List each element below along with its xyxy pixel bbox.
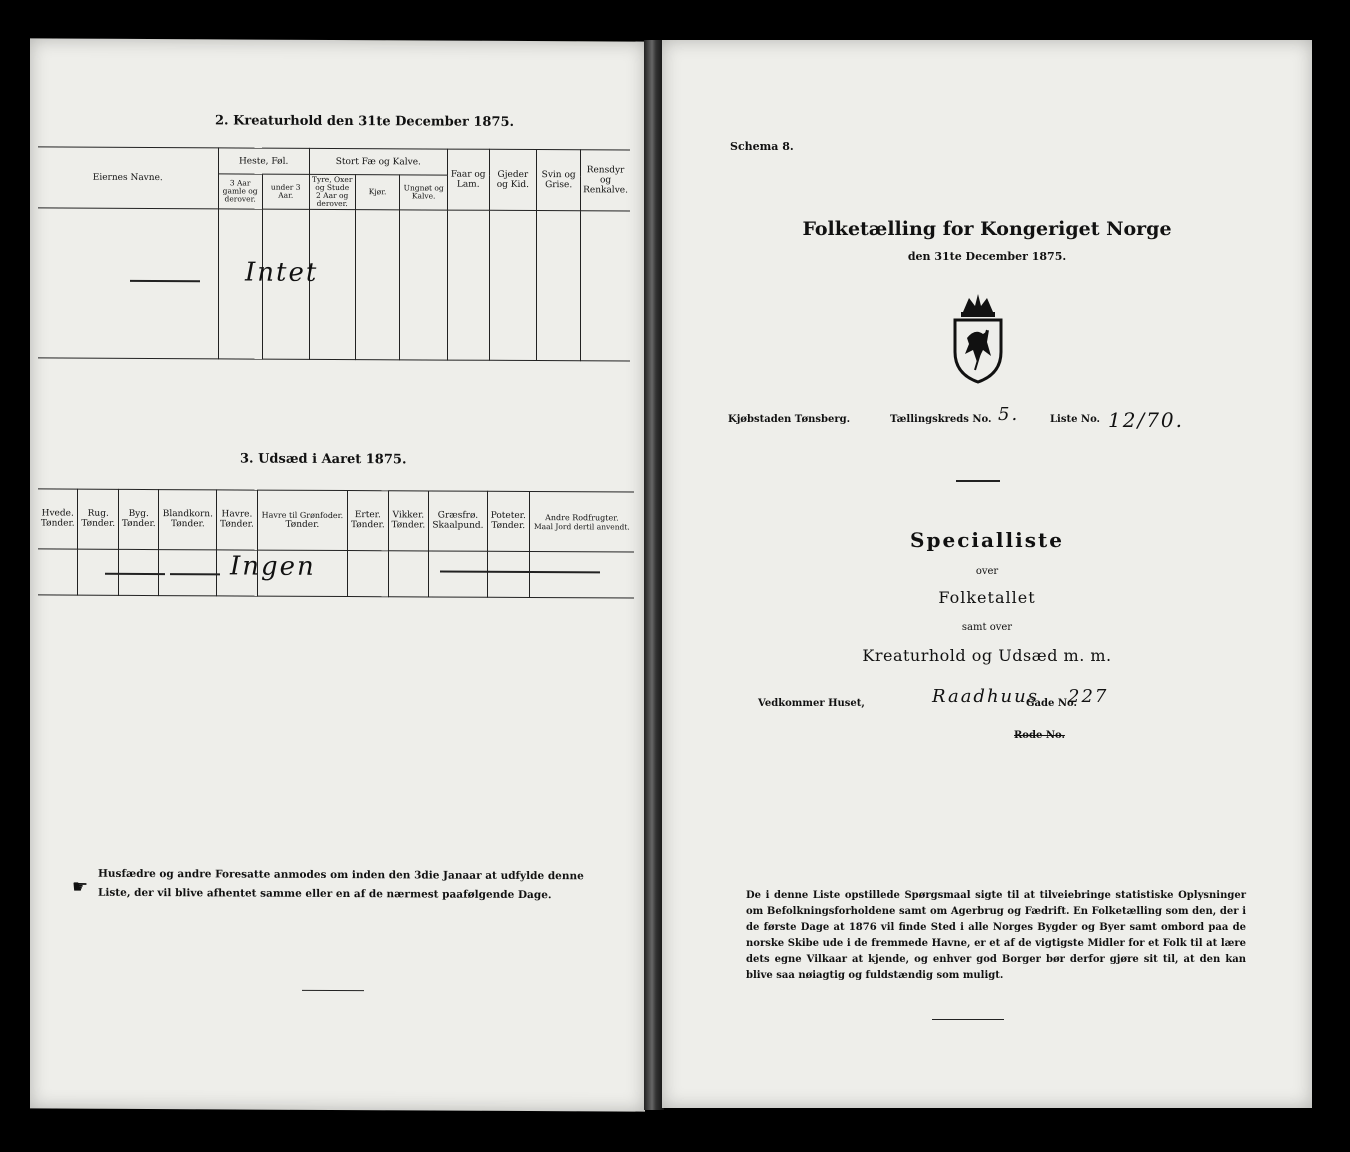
reindeer-header: Rensdyr og Renkalve.	[581, 150, 630, 211]
livestock-handwriting: Intet	[245, 257, 319, 288]
list-label: Liste No.	[1050, 414, 1101, 425]
footer-text: De i denne Liste opstillede Spørgsmaal sigte til at tilveiebringe statistiske Oplysninger om Befolkningsforholdene samt om Agerbrug og Fædrift. En Folketælling som den, der i de første Dage at 1876 vil finde Sted i alle Norges Bygder og Byer samt ombord paa de norske Skibe ude i de fremmede Havne, er et af de vigtigste Midler for et Folk til at lære dets egne Vilkaar at kjende, og enhver god Borger bør derfor gjøre sit til, at den kan blive saa nøiagtig og fuldstændig som muligt.	[746, 890, 1246, 981]
folketallet-label: Folketallet	[938, 588, 1036, 607]
district-label: Tællingskreds No.	[890, 414, 992, 425]
cattle-header: Stort Fæ og Kalve.	[309, 148, 447, 175]
horses-sub2: under 3 Aar.	[262, 174, 309, 209]
owner-header: Eiernes Navne.	[38, 147, 218, 208]
census-title: Folketælling for Kongeriget Norge	[802, 218, 1172, 240]
crop-header-7: Vikker. Tønder.	[388, 491, 429, 551]
notice-text: Husfædre og andre Foresatte anmodes om inden den 3die Janaar at udfylde denne Liste, der vil blive afhentet samme eller en af de nærmest paafølgende Dage.	[98, 867, 584, 902]
over-label: over	[975, 566, 999, 577]
book-spine	[644, 40, 664, 1110]
crop-header-1: Rug. Tønder.	[78, 489, 119, 549]
crop-header-0: Hvede. Tønder.	[38, 489, 78, 549]
section3-title: 3. Udsæd i Aaret 1875.	[240, 451, 407, 468]
crop-header-8: Græsfrø. Skaalpund.	[429, 491, 488, 551]
district-value: 5.	[998, 404, 1020, 425]
horses-header: Heste, Føl.	[218, 148, 309, 174]
horses-sub1: 3 Aar gamle og derover.	[218, 174, 262, 209]
cattle-sub2: Kjør.	[355, 175, 400, 210]
schema-label: Schema 8.	[730, 140, 794, 153]
goats-header: Gjeder og Kid.	[489, 149, 537, 210]
cattle-sub1: Tyre, Oxer og Stude 2 Aar og derover.	[309, 174, 355, 209]
left-page	[30, 38, 645, 1111]
cattle-sub3: Ungnøt og Kalve.	[400, 175, 448, 210]
house-label: Vedkommer Huset,	[758, 698, 865, 709]
livestock-table	[38, 146, 630, 361]
gade-value: 227	[1068, 686, 1109, 707]
right-page	[662, 40, 1312, 1108]
rode-label: Rode No.	[1014, 730, 1065, 741]
crop-header-2: Byg. Tønder.	[118, 489, 159, 549]
samt-over-label: samt over	[961, 622, 1013, 633]
section2-title: 2. Kreaturhold den 31te December 1875.	[215, 113, 515, 130]
crop-header-3: Blandkorn. Tønder.	[159, 490, 217, 550]
gade-label: Gade No.	[1026, 698, 1077, 709]
crops-table	[38, 488, 634, 598]
crop-header-5: Havre til Grønfoder. Tønder.	[257, 490, 347, 550]
crop-handwriting: Ingen	[230, 551, 316, 582]
coat-of-arms-icon	[945, 290, 1011, 386]
pointing-hand-icon: ☛	[72, 876, 89, 898]
crop-header-6: Erter. Tønder.	[348, 491, 389, 551]
pigs-header: Svin og Grise.	[537, 150, 581, 211]
crop-header-9: Poteter. Tønder.	[487, 491, 529, 551]
sheep-header: Faar og Lam.	[447, 149, 489, 210]
list-value: 12/70.	[1108, 408, 1184, 432]
census-date: den 31te December 1875.	[907, 250, 1067, 263]
specialliste-title: Specialliste	[910, 528, 1064, 552]
house-value: Raadhuus	[932, 686, 1039, 707]
crop-header-4: Havre. Tønder.	[217, 490, 258, 550]
crop-header-10: Andre Rodfrugter. Maal Jord dertil anvendt.	[529, 492, 634, 553]
town-label: Kjøbstaden Tønsberg.	[728, 414, 851, 425]
kreaturhold-label: Kreaturhold og Udsæd m. m.	[862, 646, 1112, 665]
